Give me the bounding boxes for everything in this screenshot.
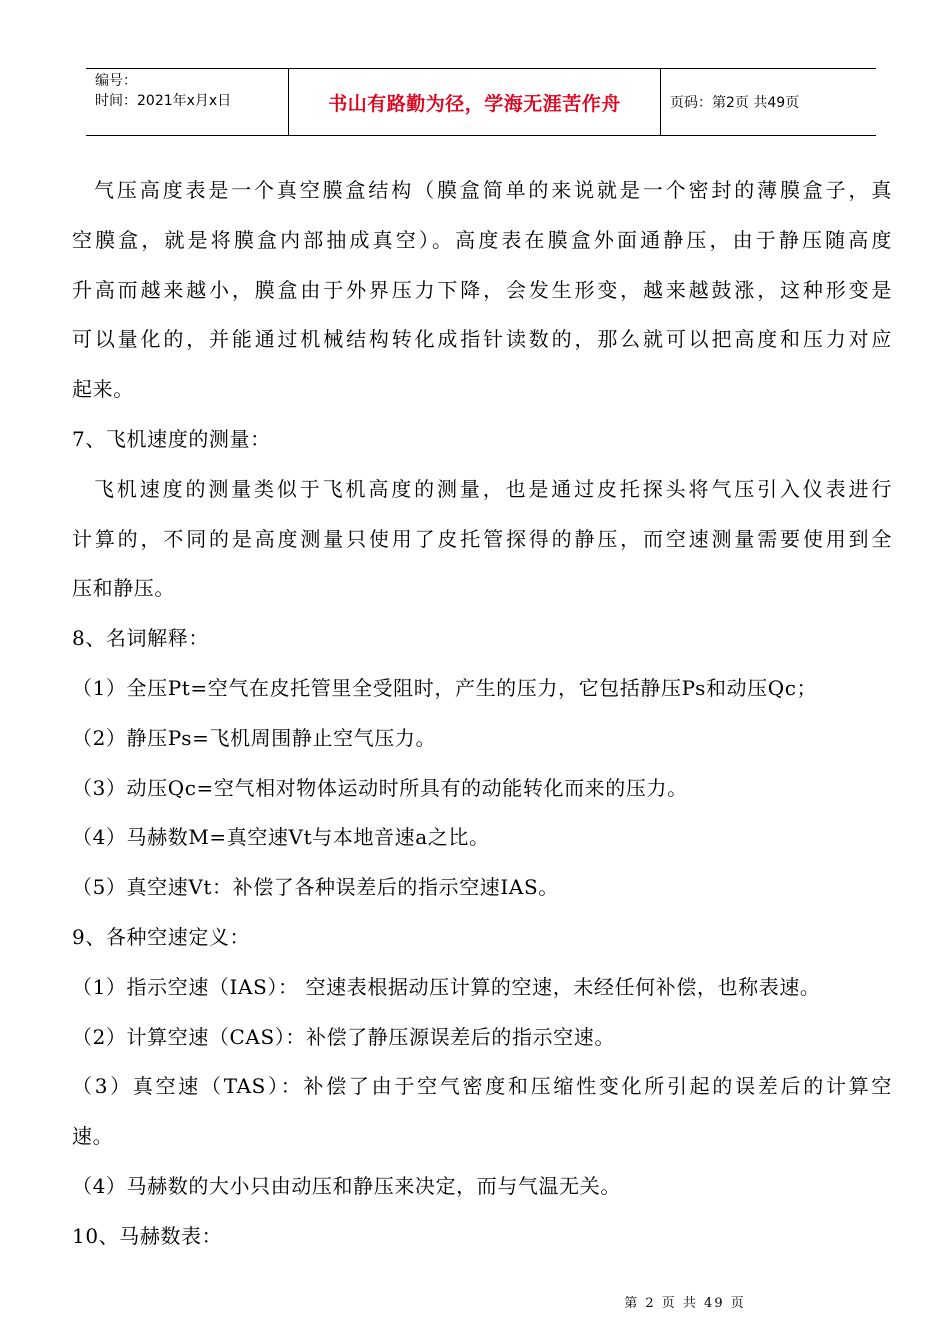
page-footer xyxy=(0,1292,950,1311)
list-item: （4）马赫数的大小只由动压和静压来决定，而与气温无关。 xyxy=(72,1173,621,1198)
header-motto: 书山有路勤为径，学海无涯苦作舟 xyxy=(328,92,621,115)
paragraph-line: 气压高度表是一个真空膜盒结构（膜盒简单的来说就是一个密封的薄膜盒子，真 xyxy=(94,178,892,202)
paragraph-line: 升高而越来越小，膜盒由于外界压力下降，会发生形变，越来越鼓涨，这种形变是 xyxy=(72,277,892,302)
list-item-continuation: 速。 xyxy=(72,1124,114,1149)
document-body xyxy=(72,166,892,1262)
document-date-label: 时间：2021年x月x日 xyxy=(95,93,232,109)
section-heading: 10、马赫数表： xyxy=(72,1223,223,1248)
list-item: （2）计算空速（CAS）：补偿了静压源误差后的指示空速。 xyxy=(72,1024,615,1049)
list-item: （2）静压Ps=飞机周围静止空气压力。 xyxy=(72,725,437,750)
header-page-label: 页码：第2页 共49页 xyxy=(670,95,800,111)
section-heading: 8、名词解释： xyxy=(72,626,209,651)
paragraph-line: 压和静压。 xyxy=(72,576,175,601)
list-item: （1）指示空速（IAS）： 空速表根据动压计算的空速，未经任何补偿，也称表速。 xyxy=(72,974,821,999)
paragraph-line: 起来。 xyxy=(72,377,134,402)
page-header xyxy=(86,68,876,136)
paragraph-line: 空膜盒，就是将膜盒内部抽成真空）。高度表在膜盒外面通静压，由于静压随高度 xyxy=(72,227,892,252)
document-number-label: 编号： xyxy=(95,73,137,89)
list-item: （3）真空速（TAS）：补偿了由于空气密度和压缩性变化所引起的误差后的计算空 xyxy=(72,1074,892,1099)
section-heading: 9、各种空速定义： xyxy=(72,924,251,949)
list-item: （1）全压Pt=空气在皮托管里全受阻时，产生的压力，它包括静压Ps和动压Qc； xyxy=(72,675,818,700)
paragraph-line: 飞机速度的测量类似于飞机高度的测量，也是通过皮托探头将气压引入仪表进行 xyxy=(94,476,892,501)
section-heading: 7、飞机速度的测量： xyxy=(72,426,271,451)
paragraph-line: 可以量化的，并能通过机械结构转化成指针读数的，那么就可以把高度和压力对应 xyxy=(72,327,892,352)
list-item: （5）真空速Vt：补偿了各种误差后的指示空速IAS。 xyxy=(72,875,559,900)
list-item: （3）动压Qc=空气相对物体运动时所具有的动能转化而来的压力。 xyxy=(72,775,688,800)
list-item: （4）马赫数M=真空速Vt与本地音速a之比。 xyxy=(72,825,490,850)
header-motto-cell xyxy=(288,69,661,135)
header-meta xyxy=(86,69,288,135)
footer-page-number: 第 2 页 共 49 页 xyxy=(624,1296,746,1311)
paragraph-line: 计算的，不同的是高度测量只使用了皮托管探得的静压，而空速测量需要使用到全 xyxy=(72,526,892,551)
header-page-cell xyxy=(661,69,876,135)
